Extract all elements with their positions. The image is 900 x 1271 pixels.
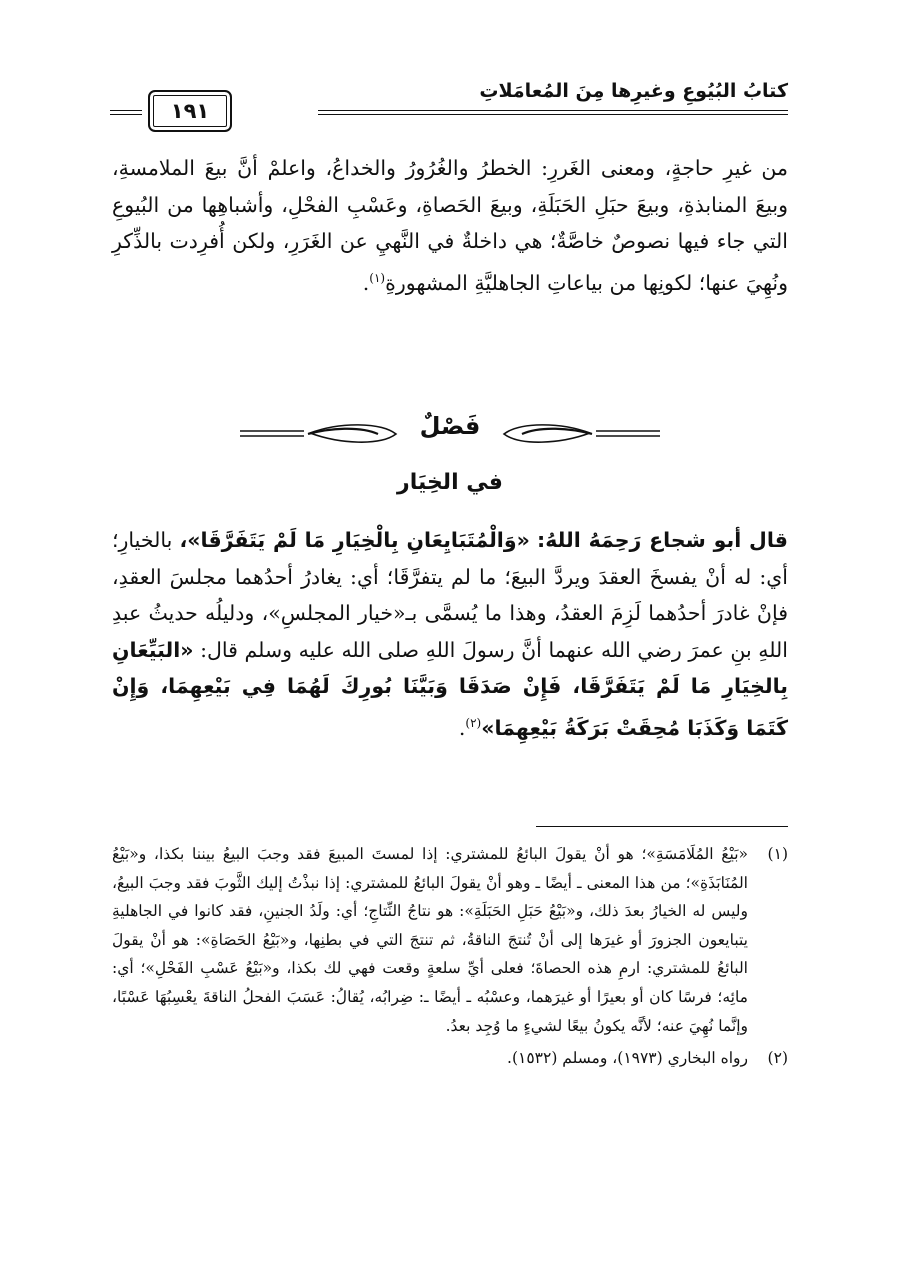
khiyar-paragraph: [112, 522, 788, 746]
header-rule: [318, 110, 788, 115]
footnote-text: رواه البخاري (١٩٧٣)، ومسلم (١٥٣٢).: [507, 1049, 748, 1068]
intro-paragraph: [112, 150, 788, 301]
page-number: ١٩١: [148, 90, 232, 132]
footnote-text: «بَيْعُ المُلَامَسَةِ»؛ هو أنْ يقولَ البائعُ للمشتري: إذا لمستَ المبيعَ فقد وجبَ البيعُ بيننا بكذا، و«بَيْعُ المُنَابَذَةِ»؛ من هذا المعنى ـ أيضًا ـ وهو أنْ يقولَ البائعُ للمشتري: إذا نبذْتُ إليك الثَّوبَ فقد وجبَ البيعُ، وليس له الخيارُ بعدَ ذلك، و«بَيْعُ حَبَلِ الحَبَلَةِ»: هو نتاجُ النِّتاجِ؛ أي: ولَدُ الجنينِ، فقد كانوا في الجاهليةِ يتبايعون الجزورَ أو غيرَها إلى أنْ تُنتجَ الناقةُ، ثم تنتجَ التي في بطنِها، و«بَيْعُ الحَصَاةِ»: هو أنْ يقولَ البائعُ للمشتري: ارمِ هذه الحصاةَ؛ فعلى أيِّ سلعةٍ وقعت فهي لك بكذا، و«بَيْعُ عَسْبِ الفَحْلِ»؛ أي: مائِه؛ فرسًا كان أو بعيرًا أو غيرَهما، وعسْبُه ـ أيضًا ـ: ضِرابُه، يُقالُ: عَسَبَ الفحلُ الناقةَ يعْسِبُهَا عَسْبًا، وإنَّما نُهِيَ عنه؛ لأنَّه يكونُ بيعًا لشيءٍ ما وُجِد بعدُ.: [112, 845, 748, 1035]
section-divider: [112, 408, 788, 456]
intro-text: من غيرِ حاجةٍ، ومعنى الغَررِ: الخطرُ والغُرُورُ والخداعُ، واعلمْ أنَّ بيعَ الملامسةِ، وبيعَ المنابذةِ، وبيعَ حبَلِ الحَبَلَةِ، وبيعَ الحَصاةِ، وعَسْبِ الفحْلِ، وأشباهِها من البُيوعِ التي جاء فيها نصوصٌ خاصَّةٌ؛ هي داخلةٌ في النَّهيِ عن الغَرَرِ، ولكن أُفرِدت بالذِّكرِ ونُهِيَ عنها؛ لكونِها من بياعاتِ الجاهليَّةِ المشهورةِ: [112, 156, 788, 295]
matn-quote: «وَالْمُتَبَايِعَانِ بِالْخِيَارِ مَا لَمْ يَتَفَرَّقَا»،: [179, 528, 530, 552]
section-heading: فَصْلٌ: [419, 412, 481, 440]
khiyar-end: .: [458, 715, 466, 740]
ornament-left-icon: [240, 422, 400, 446]
hadith-quote: «البَيِّعَانِ بِالخِيَارِ مَا لَمْ يَتَفَرَّقَا، فَإِنْ صَدَقَا وَبَيَّنَا بُورِكَ لَهُمَا فِي بَيْعِهِمَا، وَإِنْ كَتَمَا وَكَذَبَا مُحِقَتْ بَرَكَةُ بَيْعِهِمَا»: [112, 637, 788, 740]
footnote-ref-1[interactable]: (١): [369, 270, 386, 285]
footnote-number: (٢): [767, 1049, 788, 1068]
khiyar-explanation: بالخيارِ؛ أي: له أنْ يفسخَ العقدَ ويردَّ البيعَ؛ ما لم يتفرَّقَا؛ أي: يغادرُ أحدُهما مجلسَ العقدِ، فإنْ غادرَ أحدُهما لَزِمَ العقدُ، وهذا ما يُسمَّى بـ«خيار المجلسِ»، ودليلُه حديثُ عبدِ اللهِ بنِ عمرَ رضي الله عنهما أنَّ رسولَ اللهِ صلى الله عليه وسلم قال:: [112, 528, 788, 662]
intro-end: .: [362, 270, 370, 295]
page-header: [110, 72, 788, 128]
footnote-number: (١): [767, 845, 788, 863]
footnote-item: [112, 840, 788, 1040]
matn-lead: قال أبو شجاع رَحِمَهُ اللهُ:: [537, 528, 788, 552]
header-rule-left: [110, 110, 142, 115]
footnotes: [112, 840, 788, 1073]
footnote-divider: [536, 826, 788, 827]
footnote-item: [112, 1044, 788, 1073]
chapter-subheading: في الخِيَار: [397, 470, 503, 495]
footnote-ref-2[interactable]: (٢): [465, 715, 482, 730]
book-title: كتابُ البُيُوعِ وغيرِها مِنَ المُعامَلاتِ: [479, 80, 788, 102]
